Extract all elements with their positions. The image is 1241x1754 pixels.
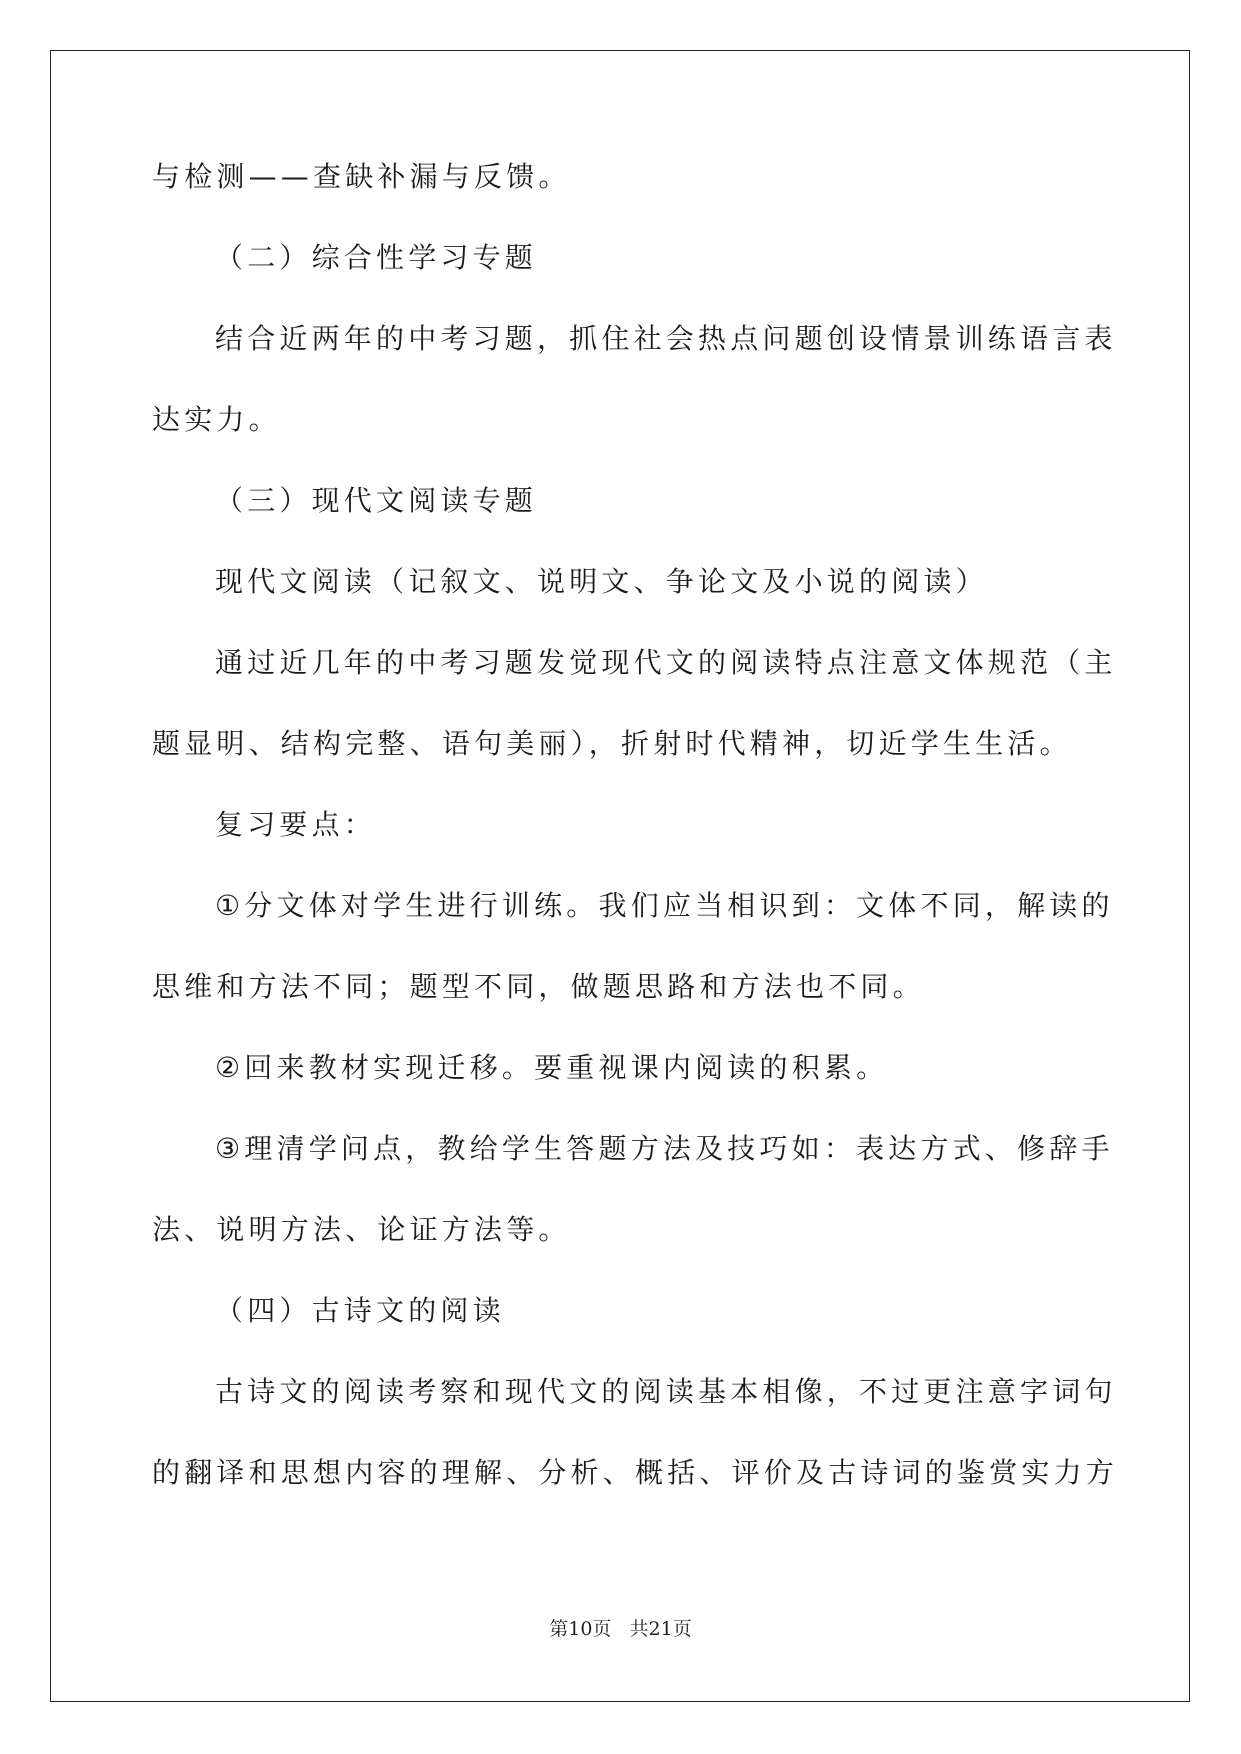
text-line: 复习要点： <box>215 808 377 841</box>
list-item: ③理清学问点，教给学生答题方法及技巧如：表达方式、修辞手 <box>215 1132 1114 1165</box>
page-footer <box>0 1614 1241 1641</box>
page-number: 第10页 <box>549 1618 612 1640</box>
document-body <box>152 160 1119 1539</box>
text-line: 法、说明方法、论证方法等。 <box>152 1213 571 1246</box>
list-item: ②回来教材实现迁移。要重视课内阅读的积累。 <box>215 1051 889 1084</box>
text-line: 古诗文的阅读考察和现代文的阅读基本相像，不过更注意字词句 <box>215 1375 1117 1408</box>
text-line: 思维和方法不同；题型不同，做题思路和方法也不同。 <box>152 970 925 1003</box>
page-total: 共21页 <box>629 1618 692 1640</box>
text-line: 的翻译和思想内容的理解、分析、概括、评价及古诗词的鉴赏实力方 <box>152 1456 1119 1489</box>
text-line: 题显明、结构完整、语句美丽），折射时代精神，切近学生生活。 <box>152 727 1072 760</box>
text-line: 与检测——查缺补漏与反馈。 <box>152 160 571 193</box>
section-heading: （四）古诗文的阅读 <box>215 1294 505 1327</box>
text-line: 现代文阅读（记叙文、说明文、争论文及小说的阅读） <box>215 565 988 598</box>
section-heading: （三）现代文阅读专题 <box>215 484 538 517</box>
section-heading: （二）综合性学习专题 <box>215 241 538 274</box>
text-line: 结合近两年的中考习题，抓住社会热点问题创设情景训练语言表 <box>215 322 1117 355</box>
list-item: ①分文体对学生进行训练。我们应当相识到：文体不同，解读的 <box>215 889 1114 922</box>
text-line: 通过近几年的中考习题发觉现代文的阅读特点注意文体规范（主 <box>215 646 1117 679</box>
text-line: 达实力。 <box>152 403 281 436</box>
